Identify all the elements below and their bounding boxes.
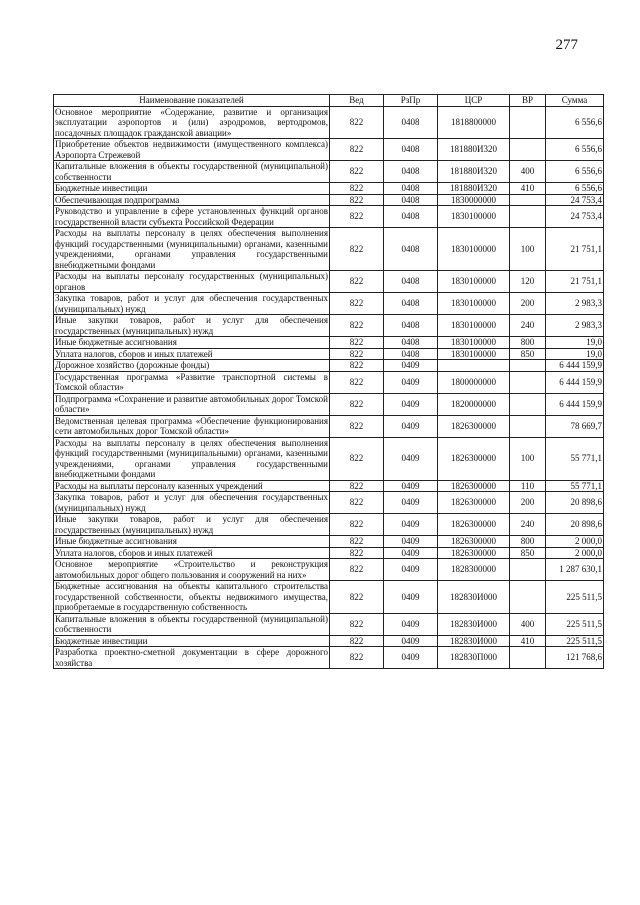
row-rzpr-cell: 0408 bbox=[384, 106, 438, 139]
row-vr-cell bbox=[510, 360, 546, 372]
row-name-cell: Закупка товаров, работ и услуг для обеспечения государственных (муниципальных) нужд bbox=[55, 293, 328, 314]
row-vr-cell: 240 bbox=[510, 315, 546, 337]
row-sum-cell: 24 753,4 bbox=[546, 206, 604, 228]
table-row bbox=[54, 194, 604, 206]
row-sum-cell: 55 771,1 bbox=[546, 437, 604, 480]
row-ved-cell: 822 bbox=[330, 536, 384, 548]
row-csr-cell: 1830100000 bbox=[438, 315, 510, 337]
row-name-cell: Основное мероприятие «Строительство и реконструкция автомобильных дорог общего пользования и сооружений на них» bbox=[55, 559, 328, 580]
table-row bbox=[54, 161, 604, 183]
row-rzpr-cell: 0409 bbox=[384, 647, 438, 669]
row-ved-cell: 822 bbox=[330, 228, 384, 271]
row-vr-cell: 110 bbox=[510, 480, 546, 492]
row-ved-cell: 822 bbox=[330, 559, 384, 581]
table-row bbox=[54, 139, 604, 161]
row-name-cell: Расходы на выплаты персоналу в целях обеспечения выполнения функций государственными (муниципальными) органами, казенными учреждениями, органами управления государственными внебюджетными фондами bbox=[55, 437, 328, 479]
row-sum-cell: 19,0 bbox=[546, 337, 604, 349]
row-ved-cell: 822 bbox=[330, 393, 384, 415]
row-csr-cell: 1830100000 bbox=[438, 293, 510, 315]
row-csr-cell: 181880И320 bbox=[438, 161, 510, 183]
row-rzpr-cell: 0408 bbox=[384, 315, 438, 337]
row-name-cell: Бюджетные ассигнования на объекты капитального строительства государственной собственности, объекты недвижимого имущества, приобретаемые в государственную собственность bbox=[55, 581, 328, 612]
row-sum-cell: 21 751,1 bbox=[546, 228, 604, 271]
row-csr-cell: 1830100000 bbox=[438, 337, 510, 349]
row-rzpr-cell: 0409 bbox=[384, 559, 438, 581]
row-rzpr-cell: 0409 bbox=[384, 480, 438, 492]
row-rzpr-cell: 0409 bbox=[384, 547, 438, 559]
row-name-cell: Руководство и управление в сфере установленных функций органов государственной власти субъекта Российской Федерации bbox=[55, 206, 328, 227]
row-sum-cell: 2 000,0 bbox=[546, 536, 604, 548]
row-csr-cell: 1820000000 bbox=[438, 393, 510, 415]
row-sum-cell: 225 511,5 bbox=[546, 635, 604, 647]
row-ved-cell: 822 bbox=[330, 437, 384, 480]
table-header-row bbox=[54, 95, 604, 107]
table-row bbox=[54, 647, 604, 669]
row-ved-cell: 822 bbox=[330, 415, 384, 437]
row-vr-cell bbox=[510, 139, 546, 161]
row-name-cell: Ведомственная целевая программа «Обеспечение функционирования сети автомобильных дорог Томской области» bbox=[55, 415, 328, 436]
row-csr-cell: 1830100000 bbox=[438, 228, 510, 271]
row-vr-cell: 240 bbox=[510, 514, 546, 536]
header-vr: ВР bbox=[510, 95, 546, 107]
row-rzpr-cell: 0408 bbox=[384, 228, 438, 271]
row-csr-cell: 1830100000 bbox=[438, 206, 510, 228]
row-vr-cell: 200 bbox=[510, 293, 546, 315]
row-sum-cell: 1 287 630,1 bbox=[546, 559, 604, 581]
row-rzpr-cell: 0409 bbox=[384, 371, 438, 393]
row-csr-cell bbox=[438, 360, 510, 372]
row-vr-cell: 800 bbox=[510, 536, 546, 548]
row-sum-cell: 6 444 159,9 bbox=[546, 371, 604, 393]
row-ved-cell: 822 bbox=[330, 293, 384, 315]
row-ved-cell: 822 bbox=[330, 480, 384, 492]
row-rzpr-cell: 0409 bbox=[384, 514, 438, 536]
row-sum-cell: 121 768,6 bbox=[546, 647, 604, 669]
header-rzpr: РзПр bbox=[384, 95, 438, 107]
row-csr-cell: 182830И000 bbox=[438, 613, 510, 635]
row-rzpr-cell: 0409 bbox=[384, 635, 438, 647]
row-name-cell: Расходы на выплаты персоналу в целях обеспечения выполнения функций государственными (муниципальными) органами, казенными учреждениями, органами управления государственными внебюджетными фондами bbox=[55, 228, 328, 270]
row-rzpr-cell: 0409 bbox=[384, 581, 438, 614]
table-row bbox=[54, 315, 604, 337]
table-row bbox=[54, 106, 604, 139]
row-ved-cell: 822 bbox=[330, 183, 384, 195]
row-vr-cell bbox=[510, 106, 546, 139]
row-vr-cell bbox=[510, 581, 546, 614]
table-row bbox=[54, 559, 604, 581]
row-rzpr-cell: 0408 bbox=[384, 161, 438, 183]
row-vr-cell bbox=[510, 393, 546, 415]
table-row bbox=[54, 635, 604, 647]
table-row bbox=[54, 536, 604, 548]
row-ved-cell: 822 bbox=[330, 613, 384, 635]
row-csr-cell: 1830000000 bbox=[438, 194, 510, 206]
row-ved-cell: 822 bbox=[330, 106, 384, 139]
row-name-cell: Основное мероприятие «Содержание, развитие и организация эксплуатации аэропортов и (или) аэродромов, вертодромов, посадочных площадок гражданской авиации» bbox=[55, 106, 328, 138]
row-vr-cell: 400 bbox=[510, 161, 546, 183]
row-sum-cell: 20 898,6 bbox=[546, 514, 604, 536]
header-csr: ЦСР bbox=[438, 95, 510, 107]
table-row bbox=[54, 480, 604, 492]
row-ved-cell: 822 bbox=[330, 647, 384, 669]
row-rzpr-cell: 0409 bbox=[384, 437, 438, 480]
row-vr-cell: 100 bbox=[510, 437, 546, 480]
row-rzpr-cell: 0409 bbox=[384, 415, 438, 437]
row-ved-cell: 822 bbox=[330, 194, 384, 206]
row-name-cell: Бюджетные инвестиции bbox=[54, 635, 330, 647]
row-rzpr-cell: 0408 bbox=[384, 293, 438, 315]
table-row bbox=[54, 581, 604, 614]
row-vr-cell bbox=[510, 206, 546, 228]
table-row bbox=[54, 360, 604, 372]
row-vr-cell bbox=[510, 647, 546, 669]
row-name-cell: Разработка проектно-сметной документации в сфере дорожного хозяйства bbox=[55, 647, 328, 668]
row-vr-cell: 410 bbox=[510, 183, 546, 195]
row-name-cell: Закупка товаров, работ и услуг для обеспечения государственных (муниципальных) нужд bbox=[55, 492, 328, 513]
row-csr-cell: 1826300000 bbox=[438, 492, 510, 514]
row-name-cell: Иные закупки товаров, работ и услуг для обеспечения государственных (муниципальных) нужд bbox=[55, 315, 328, 336]
table-row bbox=[54, 348, 604, 360]
row-sum-cell: 19,0 bbox=[546, 348, 604, 360]
table-row bbox=[54, 183, 604, 195]
table-row bbox=[54, 613, 604, 635]
row-ved-cell: 822 bbox=[330, 547, 384, 559]
row-name-cell: Приобретение объектов недвижимости (имущественного комплекса) Аэропорта Стрежевой bbox=[55, 139, 328, 160]
row-vr-cell: 850 bbox=[510, 547, 546, 559]
row-vr-cell bbox=[510, 415, 546, 437]
row-csr-cell: 1830100000 bbox=[438, 271, 510, 293]
page-number: 277 bbox=[555, 37, 578, 53]
row-name-cell: Иные бюджетные ассигнования bbox=[54, 337, 330, 349]
row-vr-cell: 800 bbox=[510, 337, 546, 349]
row-ved-cell: 822 bbox=[330, 492, 384, 514]
row-rzpr-cell: 0408 bbox=[384, 206, 438, 228]
row-ved-cell: 822 bbox=[330, 315, 384, 337]
row-rzpr-cell: 0409 bbox=[384, 536, 438, 548]
row-sum-cell: 21 751,1 bbox=[546, 271, 604, 293]
row-vr-cell: 100 bbox=[510, 228, 546, 271]
header-name: Наименование показателей bbox=[54, 95, 330, 107]
row-sum-cell: 55 771,1 bbox=[546, 480, 604, 492]
row-csr-cell: 182830И000 bbox=[438, 581, 510, 614]
table-row bbox=[54, 393, 604, 415]
row-sum-cell: 225 511,5 bbox=[546, 613, 604, 635]
row-csr-cell: 1826300000 bbox=[438, 547, 510, 559]
row-csr-cell: 1828300000 bbox=[438, 559, 510, 581]
row-rzpr-cell: 0409 bbox=[384, 613, 438, 635]
row-ved-cell: 822 bbox=[330, 271, 384, 293]
table-row bbox=[54, 492, 604, 514]
row-rzpr-cell: 0408 bbox=[384, 183, 438, 195]
row-sum-cell: 6 556,6 bbox=[546, 139, 604, 161]
row-ved-cell: 822 bbox=[330, 337, 384, 349]
row-name-cell: Уплата налогов, сборов и иных платежей bbox=[54, 547, 330, 559]
table-row bbox=[54, 371, 604, 393]
row-sum-cell: 6 444 159,9 bbox=[546, 393, 604, 415]
table-row bbox=[54, 271, 604, 293]
row-csr-cell: 1826300000 bbox=[438, 415, 510, 437]
row-csr-cell: 1826300000 bbox=[438, 480, 510, 492]
row-rzpr-cell: 0408 bbox=[384, 271, 438, 293]
row-rzpr-cell: 0408 bbox=[384, 337, 438, 349]
row-csr-cell: 181880И320 bbox=[438, 183, 510, 195]
row-name-cell: Иные бюджетные ассигнования bbox=[54, 536, 330, 548]
row-rzpr-cell: 0409 bbox=[384, 360, 438, 372]
row-vr-cell: 200 bbox=[510, 492, 546, 514]
row-vr-cell: 410 bbox=[510, 635, 546, 647]
row-name-cell: Расходы на выплаты персоналу казенных учреждений bbox=[54, 480, 330, 492]
row-vr-cell bbox=[510, 194, 546, 206]
table-row bbox=[54, 547, 604, 559]
row-csr-cell: 1826300000 bbox=[438, 437, 510, 480]
row-sum-cell: 6 556,6 bbox=[546, 106, 604, 139]
row-ved-cell: 822 bbox=[330, 371, 384, 393]
row-vr-cell: 400 bbox=[510, 613, 546, 635]
row-csr-cell: 182830И000 bbox=[438, 635, 510, 647]
row-vr-cell: 120 bbox=[510, 271, 546, 293]
row-ved-cell: 822 bbox=[330, 348, 384, 360]
table-row bbox=[54, 228, 604, 271]
table-row bbox=[54, 415, 604, 437]
header-sum: Сумма bbox=[546, 95, 604, 107]
row-ved-cell: 822 bbox=[330, 206, 384, 228]
row-rzpr-cell: 0409 bbox=[384, 492, 438, 514]
row-csr-cell: 181880И320 bbox=[438, 139, 510, 161]
row-ved-cell: 822 bbox=[330, 635, 384, 647]
row-ved-cell: 822 bbox=[330, 139, 384, 161]
row-sum-cell: 2 983,3 bbox=[546, 315, 604, 337]
row-name-cell: Обеспечивающая подпрограмма bbox=[54, 194, 330, 206]
row-name-cell: Расходы на выплаты персоналу государственных (муниципальных) органов bbox=[55, 271, 328, 292]
table-row bbox=[54, 206, 604, 228]
row-sum-cell: 6 444 159,9 bbox=[546, 360, 604, 372]
table-row bbox=[54, 293, 604, 315]
row-sum-cell: 6 556,6 bbox=[546, 161, 604, 183]
row-name-cell: Государственная программа «Развитие транспортной системы в Томской области» bbox=[55, 371, 328, 392]
row-ved-cell: 822 bbox=[330, 514, 384, 536]
row-name-cell: Подпрограмма «Сохранение и развитие автомобильных дорог Томской области» bbox=[55, 393, 328, 414]
row-name-cell: Бюджетные инвестиции bbox=[54, 183, 330, 195]
row-sum-cell: 24 753,4 bbox=[546, 194, 604, 206]
row-csr-cell: 1826300000 bbox=[438, 536, 510, 548]
header-ved: Вед bbox=[330, 95, 384, 107]
row-ved-cell: 822 bbox=[330, 360, 384, 372]
row-vr-cell bbox=[510, 371, 546, 393]
row-sum-cell: 78 669,7 bbox=[546, 415, 604, 437]
row-name-cell: Уплата налогов, сборов и иных платежей bbox=[54, 348, 330, 360]
row-csr-cell: 1826300000 bbox=[438, 514, 510, 536]
budget-table bbox=[53, 94, 604, 669]
row-name-cell: Капитальные вложения в объекты государственной (муниципальной) собственности bbox=[55, 161, 328, 182]
row-ved-cell: 822 bbox=[330, 581, 384, 614]
row-sum-cell: 2 000,0 bbox=[546, 547, 604, 559]
row-ved-cell: 822 bbox=[330, 161, 384, 183]
row-vr-cell: 850 bbox=[510, 348, 546, 360]
row-csr-cell: 1800000000 bbox=[438, 371, 510, 393]
table-row bbox=[54, 337, 604, 349]
row-sum-cell: 6 556,6 bbox=[546, 183, 604, 195]
row-sum-cell: 20 898,6 bbox=[546, 492, 604, 514]
row-rzpr-cell: 0408 bbox=[384, 348, 438, 360]
row-csr-cell: 1818800000 bbox=[438, 106, 510, 139]
table-row bbox=[54, 437, 604, 480]
row-rzpr-cell: 0408 bbox=[384, 139, 438, 161]
row-vr-cell bbox=[510, 559, 546, 581]
row-csr-cell: 182830П000 bbox=[438, 647, 510, 669]
row-rzpr-cell: 0409 bbox=[384, 393, 438, 415]
row-csr-cell: 1830100000 bbox=[438, 348, 510, 360]
table-body bbox=[54, 106, 604, 669]
row-name-cell: Капитальные вложения в объекты государственной (муниципальной) собственности bbox=[55, 613, 328, 634]
row-name-cell: Иные закупки товаров, работ и услуг для обеспечения государственных (муниципальных) нужд bbox=[55, 514, 328, 535]
row-sum-cell: 225 511,5 bbox=[546, 581, 604, 614]
row-rzpr-cell: 0408 bbox=[384, 194, 438, 206]
table-row bbox=[54, 514, 604, 536]
row-name-cell: Дорожное хозяйство (дорожные фонды) bbox=[54, 360, 330, 372]
row-sum-cell: 2 983,3 bbox=[546, 293, 604, 315]
